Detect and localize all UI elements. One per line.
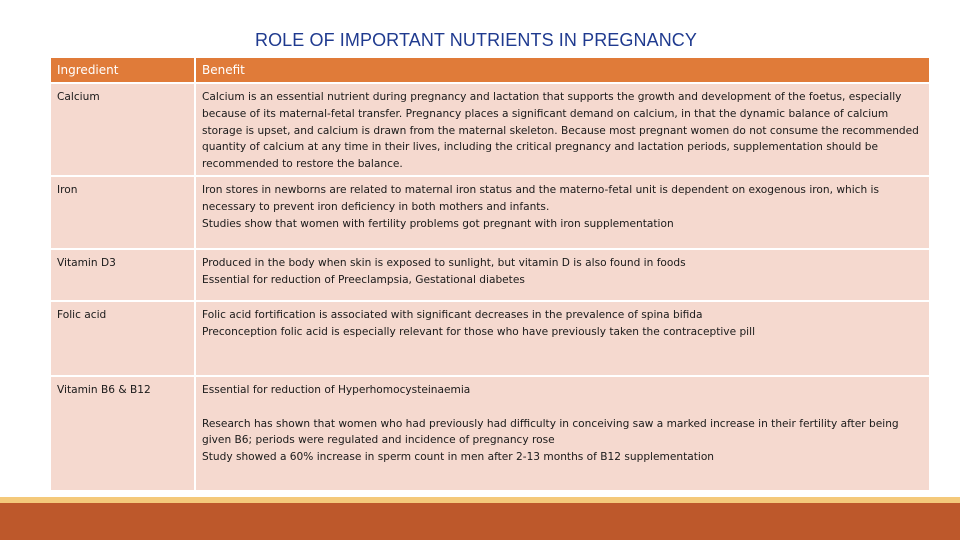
nutrients-table [51, 58, 929, 492]
column-header-benefit: Benefit [195, 58, 929, 83]
benefit-cell: Produced in the body when skin is exposed to sunlight, but vitamin D is also found in foods Essential for reduction of Preeclampsia, Gestational diabetes [195, 249, 929, 301]
benefit-cell: Calcium is an essential nutrient during pregnancy and lactation that supports the growth and development of the foetus, especially because of its maternal-fetal transfer. Pregnancy places a significant demand on calcium, in that the dynamic balance of calcium storage is upset, and calcium is drawn from the maternal skeleton. Because most pregnant women do not consume the recommended quantity of calcium at any time in their lives, including the critical pregnancy and lactation periods, supplementation should be recommended to restore the balance. [195, 83, 929, 176]
table-row [51, 376, 929, 491]
benefit-cell: Essential for reduction of Hyperhomocysteinaemia Research has shown that women who had previously had difficulty in conceiving saw a marked increase in their fertility after being given B6; periods were regulated and incidence of pregnancy rose Study showed a 60% increase in sperm count in men after 2-13 months of B12 supplementation [195, 376, 929, 491]
ingredient-cell: Calcium [51, 83, 195, 176]
table-header-row [51, 58, 929, 83]
column-header-ingredient: Ingredient [51, 58, 195, 83]
ingredient-cell: Iron [51, 176, 195, 249]
benefit-cell: Iron stores in newborns are related to maternal iron status and the materno-fetal unit is dependent on exogenous iron, which is necessary to prevent iron deficiency in both mothers and infants. Studies show that women with fertility problems got pregnant with iron supplementation [195, 176, 929, 249]
table-row [51, 176, 929, 249]
table-row [51, 83, 929, 176]
footer-bar [0, 503, 960, 540]
table-row [51, 249, 929, 301]
ingredient-cell: Vitamin B6 & B12 [51, 376, 195, 491]
table-row [51, 301, 929, 376]
benefit-cell: Folic acid fortification is associated with significant decreases in the prevalence of spina bifida Preconception folic acid is especially relevant for those who have previously taken the contraceptive pill [195, 301, 929, 376]
ingredient-cell: Vitamin D3 [51, 249, 195, 301]
ingredient-cell: Folic acid [51, 301, 195, 376]
page-title: ROLE OF IMPORTANT NUTRIENTS IN PREGNANCY [254, 30, 698, 50]
